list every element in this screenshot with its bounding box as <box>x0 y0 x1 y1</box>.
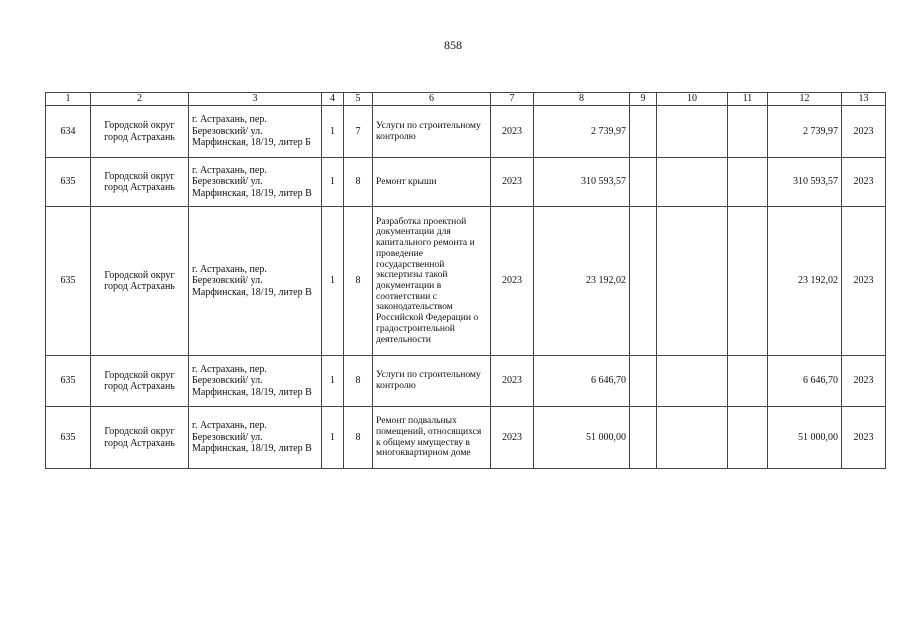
cell-address: г. Астрахань, пер. Березовский/ ул. Марфинская, 18/19, литер В <box>189 407 322 469</box>
cell-col11 <box>728 407 768 469</box>
repair-plan-table <box>45 92 886 469</box>
cell-col13: 2023 <box>842 207 886 356</box>
cell-col4: 1 <box>322 106 344 158</box>
cell-col11 <box>728 106 768 158</box>
cell-col4: 1 <box>322 356 344 407</box>
cell-address: г. Астрахань, пер. Березовский/ ул. Марфинская, 18/19, литер Б <box>189 106 322 158</box>
cell-work-type: Услуги по строительному контролю <box>373 356 491 407</box>
cell-total: 6 646,70 <box>534 356 630 407</box>
col-header: 8 <box>534 93 630 106</box>
cell-work-type: Разработка проектной документации для капитального ремонта и проведение государственной экспертизы такой документации в соответствии с законодательством Российской Федерации о градостроительной деятельности <box>373 207 491 356</box>
cell-address: г. Астрахань, пер. Березовский/ ул. Марфинская, 18/19, литер В <box>189 158 322 207</box>
cell-total: 51 000,00 <box>534 407 630 469</box>
cell-year: 2023 <box>491 356 534 407</box>
col-header: 6 <box>373 93 491 106</box>
cell-col12: 310 593,57 <box>768 158 842 207</box>
cell-municipality: Городской округ город Астрахань <box>91 207 189 356</box>
cell-col4: 1 <box>322 158 344 207</box>
cell-col9 <box>630 207 657 356</box>
cell-col10 <box>657 356 728 407</box>
cell-col13: 2023 <box>842 106 886 158</box>
cell-total: 23 192,02 <box>534 207 630 356</box>
col-header: 4 <box>322 93 344 106</box>
cell-col11 <box>728 207 768 356</box>
cell-municipality: Городской округ город Астрахань <box>91 356 189 407</box>
header-row <box>46 93 886 106</box>
cell-col12: 23 192,02 <box>768 207 842 356</box>
cell-year: 2023 <box>491 407 534 469</box>
cell-address: г. Астрахань, пер. Березовский/ ул. Марфинская, 18/19, литер В <box>189 356 322 407</box>
cell-year: 2023 <box>491 207 534 356</box>
cell-col13: 2023 <box>842 407 886 469</box>
cell-col10 <box>657 106 728 158</box>
cell-municipality: Городской округ город Астрахань <box>91 407 189 469</box>
cell-municipality: Городской округ город Астрахань <box>91 158 189 207</box>
cell-col11 <box>728 356 768 407</box>
cell-year: 2023 <box>491 158 534 207</box>
cell-work-type: Ремонт крыши <box>373 158 491 207</box>
cell-col12: 51 000,00 <box>768 407 842 469</box>
cell-col5: 8 <box>344 207 373 356</box>
cell-total: 2 739,97 <box>534 106 630 158</box>
table-row <box>46 158 886 207</box>
cell-col9 <box>630 106 657 158</box>
col-header: 10 <box>657 93 728 106</box>
cell-col5: 8 <box>344 158 373 207</box>
table-row <box>46 407 886 469</box>
col-header: 2 <box>91 93 189 106</box>
cell-number: 635 <box>46 207 91 356</box>
table-row <box>46 207 886 356</box>
col-header: 1 <box>46 93 91 106</box>
cell-number: 634 <box>46 106 91 158</box>
table-row <box>46 356 886 407</box>
cell-col4: 1 <box>322 407 344 469</box>
col-header: 3 <box>189 93 322 106</box>
cell-col12: 6 646,70 <box>768 356 842 407</box>
cell-col9 <box>630 158 657 207</box>
cell-col9 <box>630 407 657 469</box>
col-header: 9 <box>630 93 657 106</box>
cell-col12: 2 739,97 <box>768 106 842 158</box>
cell-col10 <box>657 207 728 356</box>
cell-total: 310 593,57 <box>534 158 630 207</box>
col-header: 7 <box>491 93 534 106</box>
col-header: 11 <box>728 93 768 106</box>
cell-col13: 2023 <box>842 158 886 207</box>
cell-address: г. Астрахань, пер. Березовский/ ул. Марфинская, 18/19, литер В <box>189 207 322 356</box>
cell-col5: 7 <box>344 106 373 158</box>
cell-col9 <box>630 356 657 407</box>
cell-work-type: Ремонт подвальных помещений, относящихся к общему имуществу в многоквартирном доме <box>373 407 491 469</box>
cell-number: 635 <box>46 356 91 407</box>
cell-col5: 8 <box>344 407 373 469</box>
col-header: 5 <box>344 93 373 106</box>
page-number: 858 <box>444 38 462 52</box>
cell-number: 635 <box>46 158 91 207</box>
cell-col11 <box>728 158 768 207</box>
cell-col4: 1 <box>322 207 344 356</box>
cell-number: 635 <box>46 407 91 469</box>
cell-col10 <box>657 158 728 207</box>
cell-work-type: Услуги по строительному контролю <box>373 106 491 158</box>
cell-year: 2023 <box>491 106 534 158</box>
cell-col13: 2023 <box>842 356 886 407</box>
col-header: 12 <box>768 93 842 106</box>
cell-municipality: Городской округ город Астрахань <box>91 106 189 158</box>
cell-col10 <box>657 407 728 469</box>
table-row <box>46 106 886 158</box>
col-header: 13 <box>842 93 886 106</box>
cell-col5: 8 <box>344 356 373 407</box>
